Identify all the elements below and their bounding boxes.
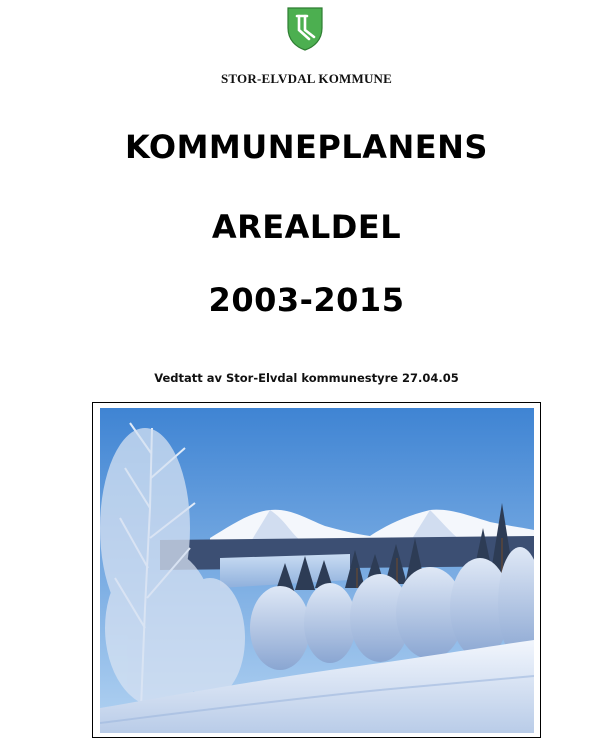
coat-of-arms-icon [286, 6, 324, 52]
adoption-note: Vedtatt av Stor-Elvdal kommunestyre 27.04.05 [154, 371, 459, 385]
document-title-period: 2003-2015 [208, 281, 405, 319]
document-title-line-1: KOMMUNEPLANENS [125, 128, 488, 166]
document-title-line-2: AREALDEL [211, 208, 402, 246]
municipality-name: STOR-ELVDAL KOMMUNE [220, 71, 393, 86]
winter-landscape-photo [100, 408, 534, 733]
cover-photo-frame [92, 402, 541, 738]
